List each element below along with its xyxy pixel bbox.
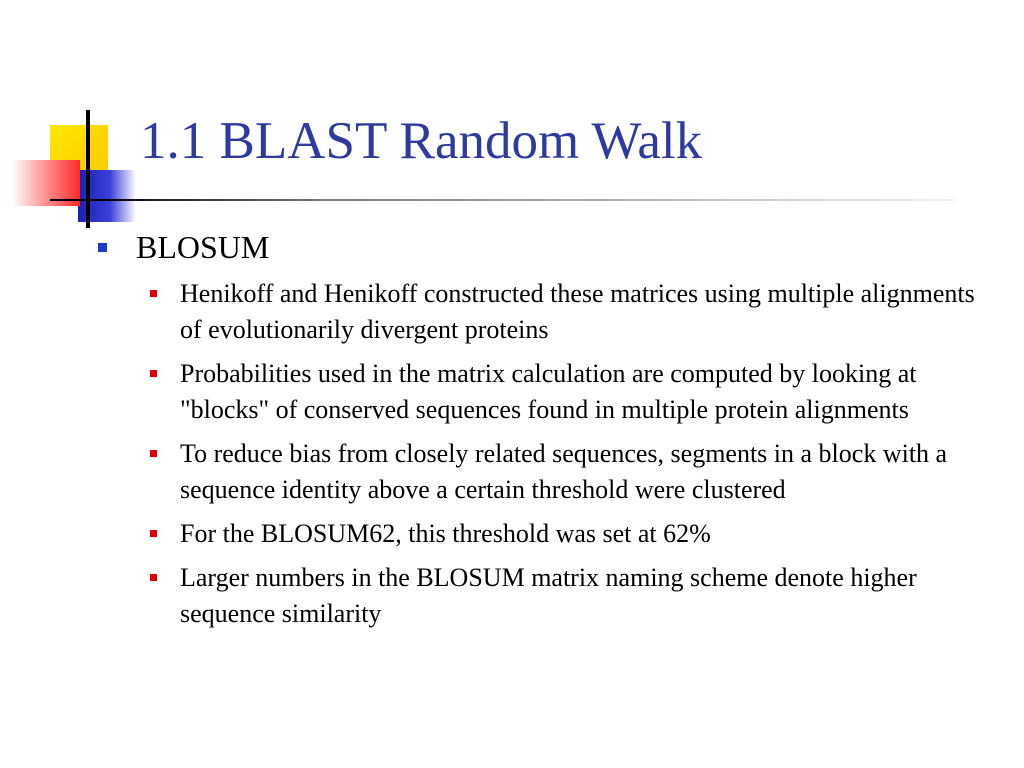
title-underline [50, 199, 956, 201]
subbullet-text: Henikoff and Henikoff constructed these matrices using multiple alignments of evolutionarily divergent proteins [180, 279, 975, 344]
slide-title: 1.1 BLAST Random Walk [140, 112, 703, 170]
square-bullet-icon [98, 243, 107, 252]
square-bullet-icon [150, 290, 157, 297]
square-bullet-icon [150, 370, 157, 377]
subbullet-item [150, 356, 976, 428]
subbullet-item [150, 436, 976, 508]
bullet-level1 [96, 228, 976, 266]
subbullet-text: For the BLOSUM62, this threshold was set at 62% [180, 519, 711, 548]
subbullet-item [150, 560, 976, 632]
decor-vertical-line [86, 110, 90, 228]
slide-body [96, 228, 976, 640]
subbullet-item [150, 516, 976, 552]
subbullet-text: To reduce bias from closely related sequences, segments in a block with a sequence identity above a certain threshold were clustered [180, 439, 948, 504]
subbullet-item [150, 276, 976, 348]
square-bullet-icon [150, 574, 157, 581]
subbullet-text: Probabilities used in the matrix calculation are computed by looking at "blocks" of conserved sequences found in multiple protein alignments [180, 359, 917, 424]
subbullet-text: Larger numbers in the BLOSUM matrix naming scheme denote higher sequence similarity [180, 563, 917, 628]
square-bullet-icon [150, 450, 157, 457]
bullet-level1-text: BLOSUM [136, 229, 270, 265]
subbullet-list [96, 276, 976, 632]
square-bullet-icon [150, 530, 157, 537]
